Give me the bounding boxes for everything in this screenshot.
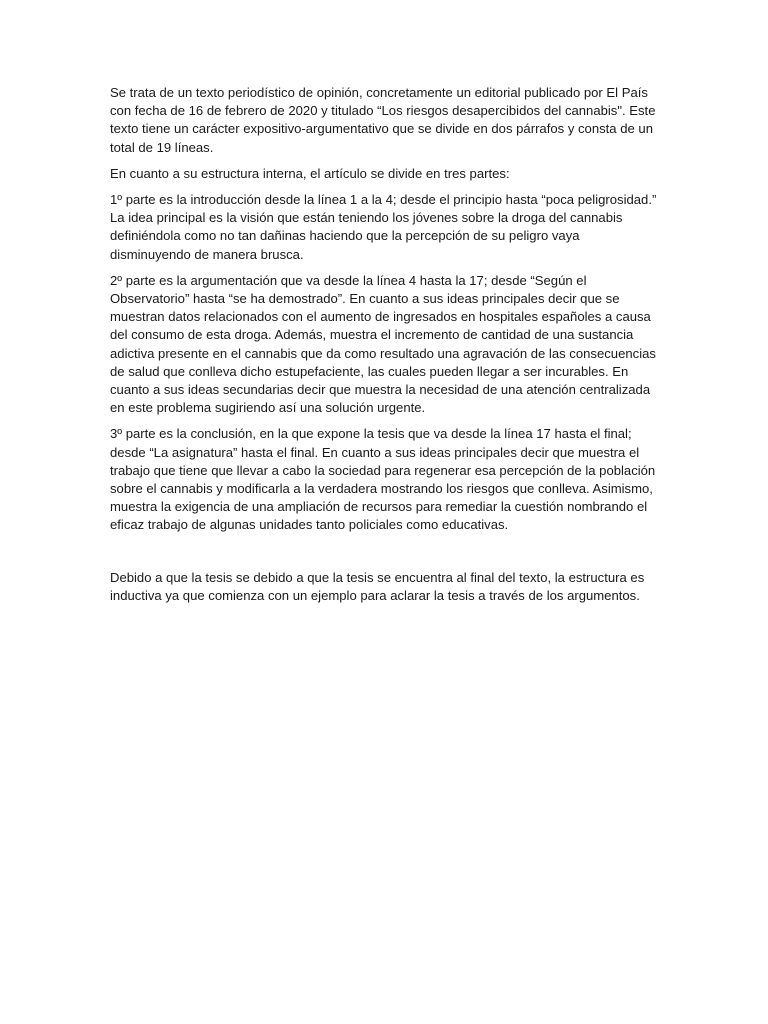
blank-line bbox=[110, 543, 660, 561]
paragraph-part-2: 2º parte es la argumentación que va desde la línea 4 hasta la 17; desde “Según el Observatorio” hasta “se ha demostrado”. En cuanto a sus ideas principales decir que se muestran datos relacionados con el aumento de ingresados en hospitales españoles a causa del consumo de esta droga. Además, muestra el incremento de cantidad de una sustancia adictiva presente en el cannabis que da como resultado una agravación de las consecuencias de salud que conlleva dicho estupefaciente, las cuales pueden llegar a ser incurables. En cuanto a sus ideas secundarias decir que muestra la necesidad de una atención centralizada en este problema sugiriendo así una solución urgente. bbox=[110, 272, 656, 416]
document-page bbox=[110, 84, 660, 613]
paragraph-structure: En cuanto a su estructura interna, el artículo se divide en tres partes: bbox=[110, 165, 510, 181]
paragraph-conclusion: Debido a que la tesis se debido a que la tesis se encuentra al final del texto, la estructura es inductiva ya que comienza con un ejemplo para aclarar la tesis a través de los argumentos. bbox=[110, 569, 645, 603]
paragraph-part-1: 1º parte es la introducción desde la línea 1 a la 4; desde el principio hasta “poca peligrosidad.” La idea principal es la visión que están teniendo los jóvenes sobre la droga del cannabis definiéndola como no tan dañinas haciendo que la percepción de su peligro vaya disminuyendo de manera brusca. bbox=[110, 192, 657, 262]
paragraph-part-3: 3º parte es la conclusión, en la que expone la tesis que va desde la línea 17 hasta el final; desde “La asignatura” hasta el final. En cuanto a sus ideas principales decir que muestra el trabajo que tiene que llevar a cabo la sociedad para regenerar esa percepción de la población sobre el cannabis y modificarla a la verdadera mostrando los riesgos que conlleva. Asimismo, muestra la exigencia de una ampliación de recursos para remediar la cuestión nombrando el eficaz trabajo de algunas unidades tanto policiales como educativas. bbox=[110, 426, 656, 533]
paragraph-intro: Se trata de un texto periodístico de opinión, concretamente un editorial publicado por El País con fecha de 16 de febrero de 2020 y titulado “Los riesgos desapercibidos del cannabis". Este texto tiene un carácter expositivo-argumentativo que se divide en dos párrafos y consta de un total de 19 líneas. bbox=[110, 85, 656, 155]
